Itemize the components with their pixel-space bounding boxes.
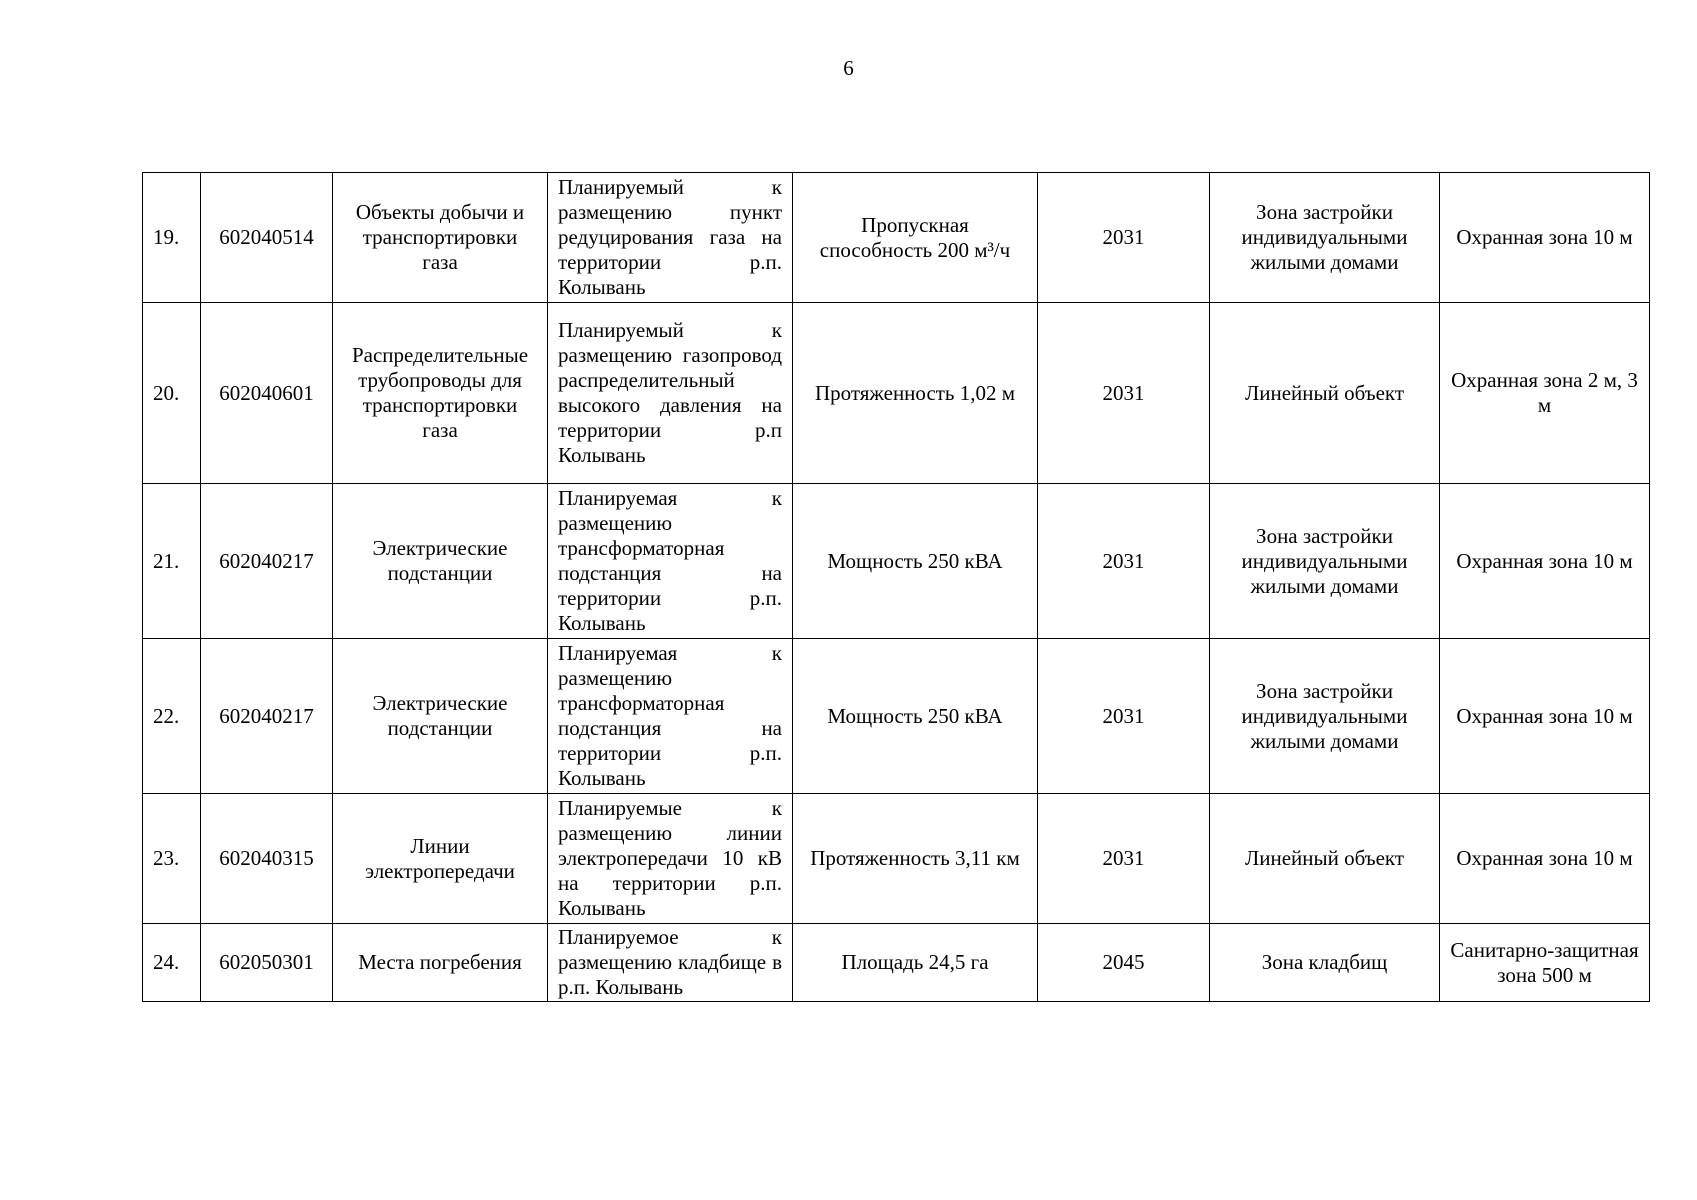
object-characteristic: Протяженность 1,02 м <box>793 303 1038 484</box>
object-zone: Линейный объект <box>1210 794 1440 924</box>
table-row <box>143 924 1650 1002</box>
object-type: Электрические подстанции <box>333 639 548 794</box>
object-code: 602040217 <box>201 639 333 794</box>
object-type: Электрические подстанции <box>333 484 548 639</box>
object-type: Распределительные трубопроводы для транспортировки газа <box>333 303 548 484</box>
object-description: Планируемые к размещению линии электропередачи 10 кВ на территории р.п. Колывань <box>548 794 793 924</box>
object-description: Планируемое к размещению кладбище в р.п. Колывань <box>548 924 793 1002</box>
object-zone: Зона кладбищ <box>1210 924 1440 1002</box>
row-number: 23. <box>143 794 201 924</box>
object-year: 2031 <box>1038 303 1210 484</box>
object-description: Планируемый к размещению пункт редуцирования газа на территории р.п. Колывань <box>548 173 793 303</box>
object-code: 602040315 <box>201 794 333 924</box>
object-restriction: Охранная зона 10 м <box>1440 794 1650 924</box>
object-year: 2031 <box>1038 794 1210 924</box>
object-code: 602050301 <box>201 924 333 1002</box>
object-description: Планируемая к размещению трансформаторная подстанция на территории р.п. Колывань <box>548 639 793 794</box>
object-zone: Зона застройки индивидуальными жилыми домами <box>1210 639 1440 794</box>
table-row <box>143 303 1650 484</box>
object-description: Планируемая к размещению трансформаторная подстанция на территории р.п. Колывань <box>548 484 793 639</box>
row-number: 19. <box>143 173 201 303</box>
object-restriction: Санитарно-защитная зона 500 м <box>1440 924 1650 1002</box>
table-row <box>143 639 1650 794</box>
page-number: 6 <box>843 56 854 80</box>
planned-objects-table <box>142 172 1650 1002</box>
object-year: 2031 <box>1038 639 1210 794</box>
object-year: 2031 <box>1038 173 1210 303</box>
table-row <box>143 173 1650 303</box>
object-characteristic: Пропускная способность 200 м³/ч <box>793 173 1038 303</box>
row-number: 21. <box>143 484 201 639</box>
object-characteristic: Протяженность 3,11 км <box>793 794 1038 924</box>
object-code: 602040217 <box>201 484 333 639</box>
object-characteristic: Мощность 250 кВА <box>793 484 1038 639</box>
object-characteristic: Мощность 250 кВА <box>793 639 1038 794</box>
table-row <box>143 794 1650 924</box>
row-number: 22. <box>143 639 201 794</box>
object-code: 602040601 <box>201 303 333 484</box>
object-type: Линии электропередачи <box>333 794 548 924</box>
row-number: 24. <box>143 924 201 1002</box>
object-restriction: Охранная зона 10 м <box>1440 173 1650 303</box>
object-characteristic: Площадь 24,5 га <box>793 924 1038 1002</box>
row-number: 20. <box>143 303 201 484</box>
object-restriction: Охранная зона 10 м <box>1440 639 1650 794</box>
object-zone: Линейный объект <box>1210 303 1440 484</box>
table-row <box>143 484 1650 639</box>
object-zone: Зона застройки индивидуальными жилыми домами <box>1210 484 1440 639</box>
object-zone: Зона застройки индивидуальными жилыми домами <box>1210 173 1440 303</box>
object-restriction: Охранная зона 10 м <box>1440 484 1650 639</box>
object-type: Места погребения <box>333 924 548 1002</box>
object-year: 2045 <box>1038 924 1210 1002</box>
object-description: Планируемый к размещению газопровод распределительный высокого давления на территории р.п Колывань <box>548 303 793 484</box>
object-year: 2031 <box>1038 484 1210 639</box>
object-code: 602040514 <box>201 173 333 303</box>
object-restriction: Охранная зона 2 м, 3 м <box>1440 303 1650 484</box>
object-type: Объекты добычи и транспортировки газа <box>333 173 548 303</box>
